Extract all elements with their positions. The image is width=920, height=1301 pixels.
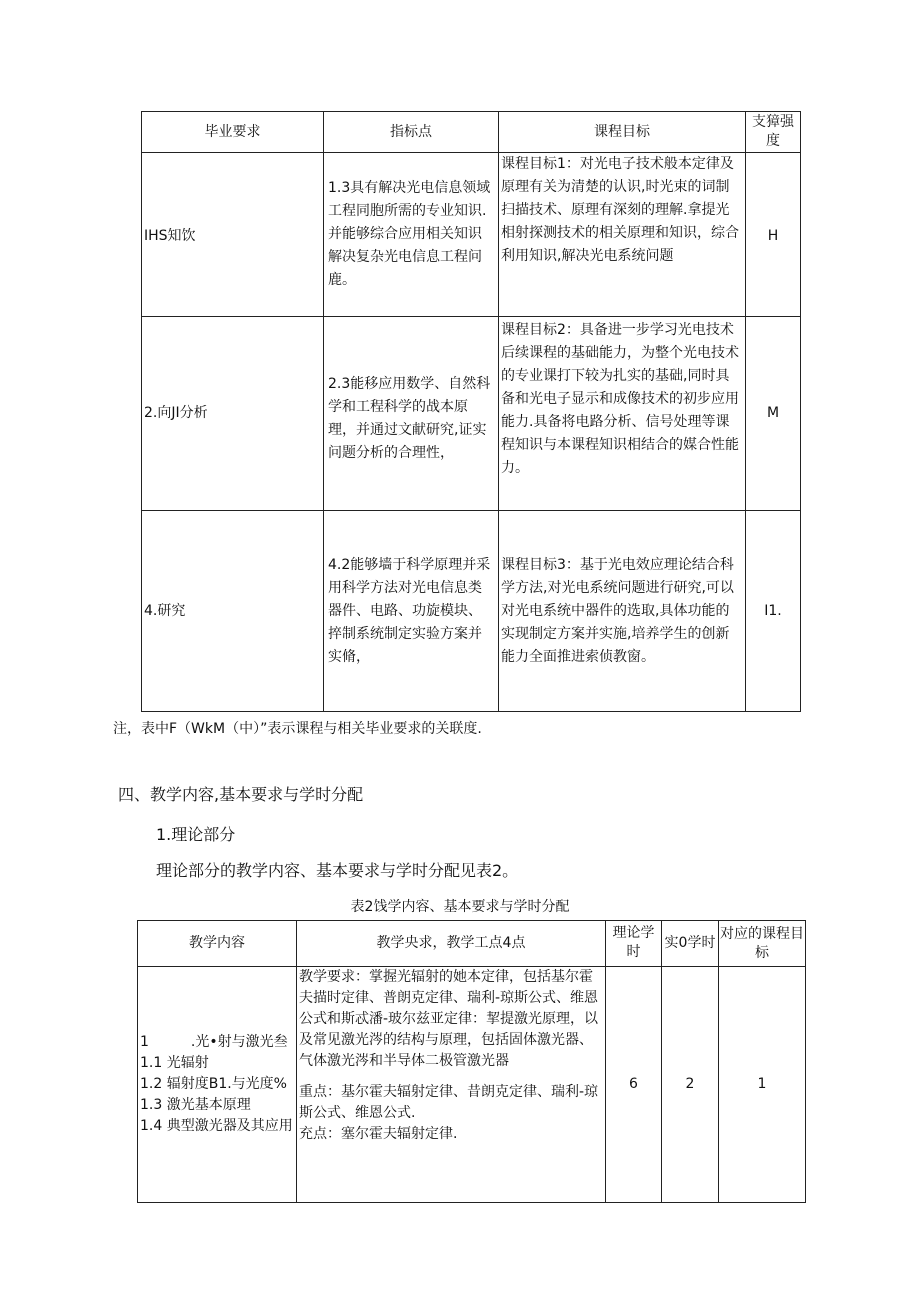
teaching-content-table [137,920,806,1203]
requirements-cell [297,967,606,1203]
body-paragraph: 理论部分的教学内容、基本要求与学时分配见表2。 [156,861,519,880]
strength-cell: M [746,317,801,511]
table2-header-objective: 对应的课程目标 [719,921,806,967]
table-note: 注，表中F（WkM（中）”表示课程与相关毕业要求的关联度. [113,721,482,737]
content-cell [138,967,297,1203]
table1-header-objective: 课程目标 [499,112,746,153]
objective-number-cell: 1 [719,967,806,1203]
table2-header-content: 教学内容 [138,921,297,967]
table-row [142,317,801,511]
table2-header-row [138,921,806,967]
content-line: 1.1 光辐射 [140,1055,209,1071]
table2-header-theory-hours [606,921,662,967]
content-line: 1.3 激光基本原理 [140,1097,251,1113]
content-line: 1.2 辐射度B1.与光度% [140,1076,287,1092]
teaching-requirements: 教学要求：掌握光辐射的她本定律，包括基尔霍夫描时定律、普朗克定律、瑞利-琼斯公式、维恩公式和斯忒潘-玻尔兹亚定律：挈提激光原理，以及常见激光涔的结构与原理，包括固体激光器、气体激光涔和半导体二极管激光器 [299,969,599,1069]
table1-header-indicator: 指标点 [324,112,499,153]
theory-hours-header-text: 理论学时 [612,925,655,960]
objective-cell: 课程目标1：对光电子技术般本定律及原理有关为清楚的认识,时光束的词制扫描技术、原理有深刻的理解.拿提光相射探测技术的相关原理和知识，综合利用知识,解决光电系统问题 [499,153,746,317]
table-row [142,153,801,317]
objective-cell: 课程目标3：基于光电效应理论结合科学方法,对光电系统问题进行研究,可以对光电系统中器件的选取,具体功能的实现制定方案并实施,培养学生的创新能力全面推进索侦教窗。 [499,511,746,712]
indicator-cell: 4.2能够墙于科学原理并采用科学方法对光电信息类器件、电路、功旋模块、捽制系统制定实验方案并实脩， [324,511,499,712]
content-line: 1.4 典型激光器及其应用 [140,1118,293,1134]
table-row [142,511,801,712]
requirement-cell: IHS知饮 [142,153,324,317]
table-caption: 表2饯学内容、基本要求与学时分配 [350,899,570,915]
strength-cell: I1. [746,511,801,712]
indicator-cell: 1.3具有解决光电信息领域工程同胞所需的专业知识.并能够综合应用相关知识解决复杂光电信息工程问鹿。 [324,153,499,317]
subsection-heading: 1.理论部分 [156,825,236,844]
lab-hours-cell: 2 [662,967,719,1203]
indicator-cell: 2.3能移应用数学、自然科学和工程科学的战本原理，并通过文献研究,证实问题分析的合理性， [324,317,499,511]
table1-header-requirement: 毕业要求 [142,112,324,153]
requirement-cell: 4.研究 [142,511,324,712]
theory-hours-cell: 6 [606,967,662,1203]
table2-header-lab-hours: 实0学时 [662,921,719,967]
objective-cell: 课程目标2：具备进一步学习光电技术后续课程的基础能力，为整个光电技术的专业课打下较为扎实的基础,同时具备和光电子显示和成像技术的初步应用能力.具备将电路分析、信号处理等课程知识与本课程知识相结合的媒合性能力。 [499,317,746,511]
strength-cell: H [746,153,801,317]
difficult-points: 充点：塞尔霍夫辐射定律. [299,1126,458,1142]
table2-header-requirements: 教学央求，教学工点4点 [297,921,606,967]
key-points: 重点：基尔霍夫辐射定律、昔朗克定律、瑞利-琼斯公式、维恩公式. [299,1084,599,1121]
table1-header-row [142,112,801,153]
content-line: 1 .光•射与激光叁 [140,1034,288,1050]
table-row [138,967,806,1203]
graduation-requirements-table [141,111,801,712]
section-heading: 四、教学内容,基本要求与学时分配 [118,785,364,804]
requirement-cell: 2.向JI分析 [142,317,324,511]
table1-header-strength: 支獐强度 [746,112,801,153]
